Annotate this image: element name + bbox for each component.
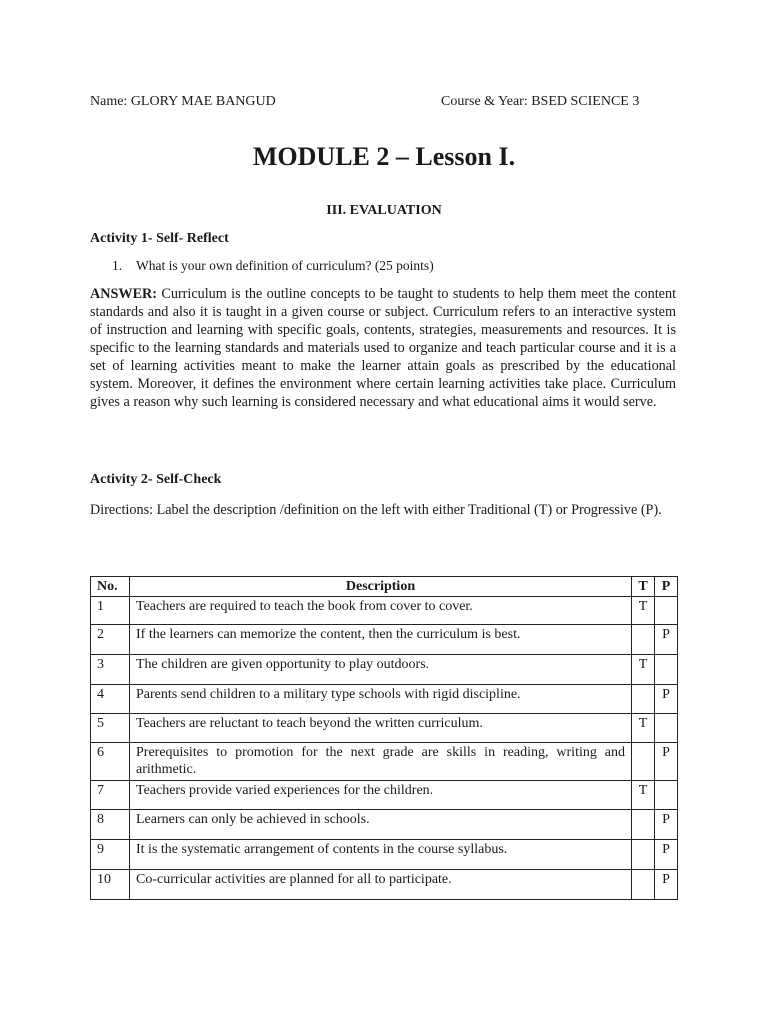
table-row — [91, 597, 678, 625]
row-description: Co-curricular activities are planned for all to participate. — [130, 870, 632, 900]
table-row — [91, 714, 678, 743]
row-number: 3 — [91, 655, 130, 685]
row-number: 6 — [91, 743, 130, 781]
question-text: What is your own definition of curriculum? (25 points) — [136, 258, 434, 273]
table-row — [91, 840, 678, 870]
answer-paragraph — [90, 285, 676, 411]
answer-label: ANSWER: — [90, 286, 158, 302]
row-description: Teachers provide varied experiences for the children. — [130, 781, 632, 810]
row-number: 1 — [91, 597, 130, 625]
row-description: Prerequisites to promotion for the next grade are skills in reading, writing and arithmetic. — [130, 743, 632, 781]
question-number: 1. — [112, 258, 123, 273]
row-description: Parents send children to a military type schools with rigid discipline. — [130, 685, 632, 714]
table-row — [91, 743, 678, 781]
row-traditional-mark: T — [632, 714, 655, 743]
activity2-title: Activity 2- Self-Check — [90, 472, 222, 487]
row-progressive-mark — [655, 597, 678, 625]
evaluation-table — [90, 576, 678, 900]
section-title: III. EVALUATION — [326, 203, 442, 218]
student-name: Name: GLORY MAE BANGUD — [90, 94, 276, 109]
row-description: If the learners can memorize the content, then the curriculum is best. — [130, 625, 632, 655]
header-t: T — [632, 577, 655, 597]
row-progressive-mark — [655, 781, 678, 810]
row-traditional-mark — [632, 685, 655, 714]
row-traditional-mark — [632, 743, 655, 781]
row-number: 2 — [91, 625, 130, 655]
header-no: No. — [91, 577, 130, 597]
row-traditional-mark — [632, 810, 655, 840]
row-progressive-mark — [655, 714, 678, 743]
table-row — [91, 781, 678, 810]
row-traditional-mark — [632, 840, 655, 870]
row-progressive-mark: P — [655, 810, 678, 840]
row-number: 8 — [91, 810, 130, 840]
module-title: MODULE 2 – Lesson I. — [252, 142, 516, 171]
row-traditional-mark — [632, 870, 655, 900]
header-description: Description — [130, 577, 632, 597]
table-row — [91, 810, 678, 840]
row-progressive-mark: P — [655, 685, 678, 714]
table-row — [91, 685, 678, 714]
row-traditional-mark: T — [632, 597, 655, 625]
table-row — [91, 870, 678, 900]
row-progressive-mark: P — [655, 743, 678, 781]
table-row — [91, 655, 678, 685]
course-year: Course & Year: BSED SCIENCE 3 — [441, 94, 640, 109]
row-traditional-mark: T — [632, 655, 655, 685]
row-description: Teachers are required to teach the book from cover to cover. — [130, 597, 632, 625]
row-progressive-mark: P — [655, 625, 678, 655]
row-description: It is the systematic arrangement of contents in the course syllabus. — [130, 840, 632, 870]
row-number: 9 — [91, 840, 130, 870]
row-description: The children are given opportunity to play outdoors. — [130, 655, 632, 685]
answer-text: Curriculum is the outline concepts to be taught to students to help them meet the content standards and also it is taught in a given course or subject. Curriculum refers to an interactive system of instruction and learning with specific goals, contents, strategies, measurements and resources. It is specific to the learning standards and materials used to organize and teach particular course and it is a set of learning activities meant to make the learner attain goals as prescribed by the educational system. Moreover, it defines the environment where certain learning activities take place. Curriculum gives a reason why such learning is considered necessary and what educational aims it would serve. — [90, 286, 677, 410]
table-row — [91, 625, 678, 655]
row-traditional-mark — [632, 625, 655, 655]
directions: Directions: Label the description /definition on the left with either Traditional (T) or Progressive (P). — [90, 502, 662, 518]
row-number: 10 — [91, 870, 130, 900]
header-p: P — [655, 577, 678, 597]
row-progressive-mark: P — [655, 870, 678, 900]
row-description: Learners can only be achieved in schools. — [130, 810, 632, 840]
table-header-row — [91, 577, 678, 597]
activity1-title: Activity 1- Self- Reflect — [90, 231, 229, 246]
activity1-question — [112, 258, 434, 274]
row-description: Teachers are reluctant to teach beyond the written curriculum. — [130, 714, 632, 743]
row-traditional-mark: T — [632, 781, 655, 810]
row-number: 4 — [91, 685, 130, 714]
row-progressive-mark: P — [655, 840, 678, 870]
row-number: 7 — [91, 781, 130, 810]
row-progressive-mark — [655, 655, 678, 685]
row-number: 5 — [91, 714, 130, 743]
